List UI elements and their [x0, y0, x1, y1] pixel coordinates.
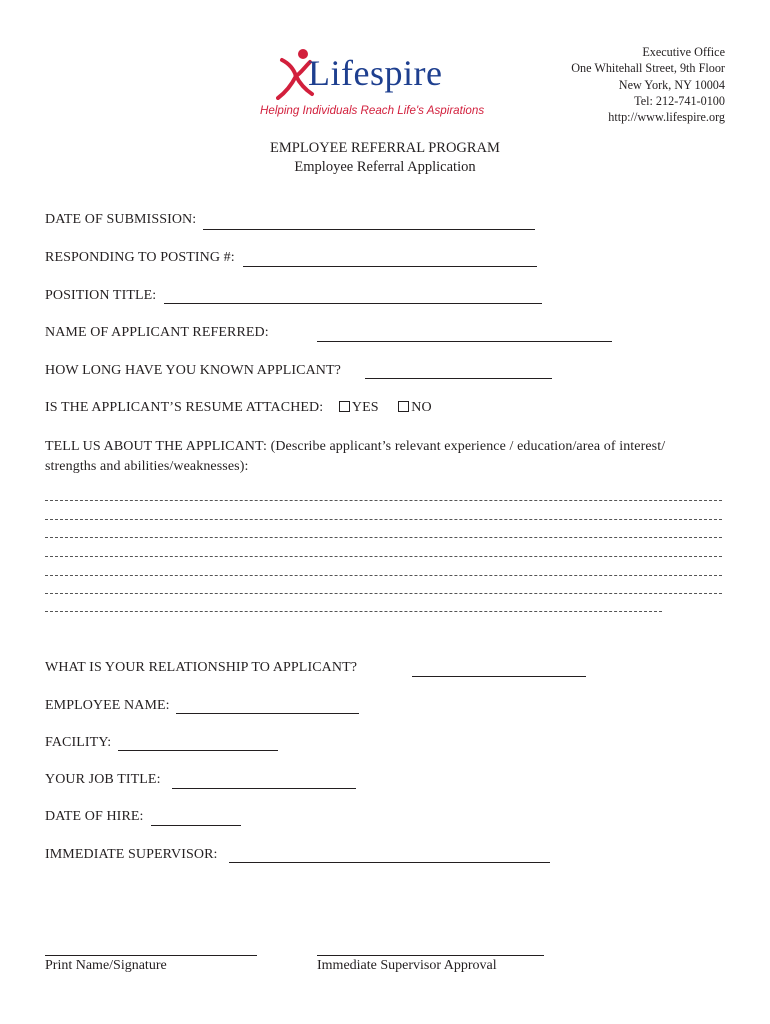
- logo-wordmark: Lifespire: [308, 53, 443, 93]
- how-long-known-field[interactable]: [365, 378, 552, 379]
- date-of-hire-field[interactable]: [151, 825, 241, 826]
- employee-name-field[interactable]: [176, 713, 359, 714]
- writing-line[interactable]: [45, 556, 722, 557]
- immediate-supervisor-field[interactable]: [229, 862, 550, 863]
- address-line: New York, NY 10004: [618, 77, 725, 92]
- date-of-hire-label: DATE OF HIRE:: [45, 809, 144, 824]
- resume-attached-text: IS THE APPLICANT’S RESUME ATTACHED:: [45, 400, 324, 415]
- position-title-label: POSITION TITLE:: [45, 288, 157, 303]
- logo-tagline: Helping Individuals Reach Life's Aspirations: [260, 104, 485, 117]
- employee-name-label: EMPLOYEE NAME:: [45, 698, 170, 713]
- relationship-label: WHAT IS YOUR RELATIONSHIP TO APPLICANT?: [45, 660, 358, 675]
- no-label: NO: [411, 400, 432, 415]
- resume-yes-option[interactable]: [339, 400, 382, 415]
- immediate-supervisor-label: IMMEDIATE SUPERVISOR:: [45, 847, 218, 862]
- how-long-known-label: HOW LONG HAVE YOU KNOWN APPLICANT?: [45, 363, 341, 378]
- address-phone: Tel: 212-741-0100: [634, 93, 725, 108]
- tell-us-line: TELL US ABOUT THE APPLICANT: (Describe applicant’s relevant experience / education/area of interest/: [45, 439, 666, 454]
- form-subtitle: Employee Referral Application: [294, 159, 476, 175]
- address-line: One Whitehall Street, 9th Floor: [571, 61, 725, 76]
- yes-checkbox[interactable]: [339, 401, 350, 412]
- lifespire-logo: [258, 48, 508, 122]
- writing-line[interactable]: [45, 500, 722, 501]
- responding-to-posting-label: RESPONDING TO POSTING #:: [45, 250, 235, 265]
- posting-number-field[interactable]: [243, 266, 537, 267]
- writing-line[interactable]: [45, 575, 722, 576]
- date-of-submission-label: DATE OF SUBMISSION:: [45, 212, 197, 227]
- no-checkbox[interactable]: [398, 401, 409, 412]
- date-of-submission-field[interactable]: [203, 229, 535, 230]
- supervisor-approval-line[interactable]: [317, 955, 544, 956]
- yes-label: YES: [351, 400, 379, 415]
- address-line: Executive Office: [642, 45, 725, 59]
- address-website: http://www.lifespire.org: [608, 110, 725, 125]
- print-name-signature-label: Print Name/Signature: [45, 958, 167, 973]
- facility-label: FACILITY:: [45, 735, 112, 750]
- facility-field[interactable]: [118, 750, 278, 751]
- applicant-name-field[interactable]: [317, 341, 612, 342]
- writing-line[interactable]: [45, 537, 722, 538]
- tell-us-label: [45, 437, 665, 477]
- writing-line[interactable]: [45, 611, 662, 612]
- form-heading: [0, 139, 770, 177]
- applicant-name-label: NAME OF APPLICANT REFERRED:: [45, 325, 269, 340]
- job-title-label: YOUR JOB TITLE:: [45, 772, 161, 787]
- writing-line[interactable]: [45, 519, 722, 520]
- form-title: EMPLOYEE REFERRAL PROGRAM: [270, 140, 500, 156]
- tell-us-line: strengths and abilities/weaknesses):: [45, 459, 249, 474]
- resume-no-option[interactable]: [398, 400, 431, 415]
- relationship-field[interactable]: [412, 676, 586, 677]
- position-title-field[interactable]: [164, 303, 542, 304]
- writing-line[interactable]: [45, 593, 722, 594]
- signature-line[interactable]: [45, 955, 257, 956]
- job-title-field[interactable]: [172, 788, 356, 789]
- office-address: [571, 44, 725, 125]
- supervisor-approval-label: Immediate Supervisor Approval: [317, 958, 497, 973]
- resume-attached-label: [45, 400, 432, 416]
